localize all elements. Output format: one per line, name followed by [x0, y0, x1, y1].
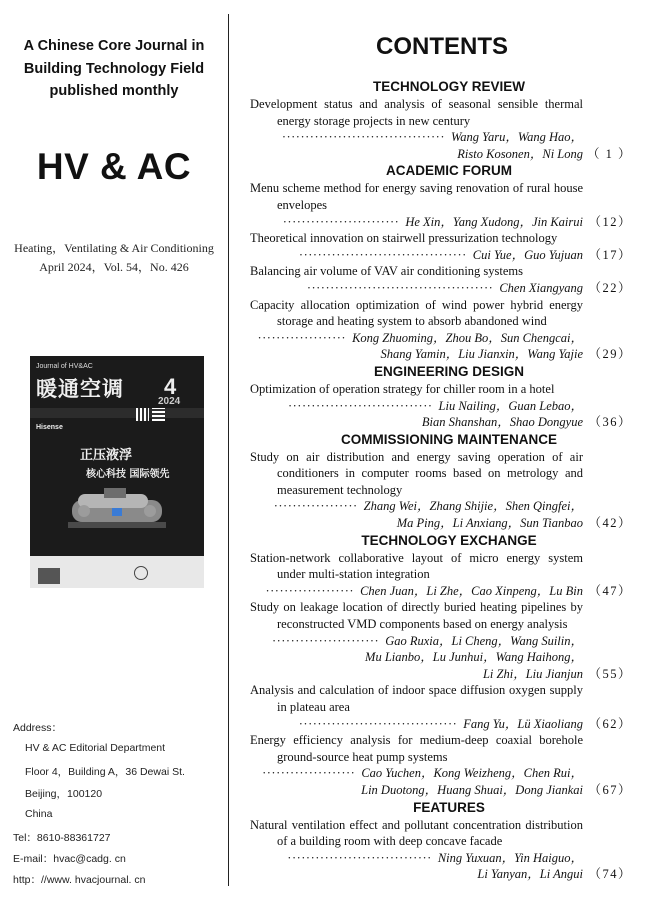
page-number: （12） [588, 214, 632, 229]
article-authors [250, 633, 583, 650]
article-authors [250, 649, 583, 666]
cover-ad-sub: 核心科技 国际领先 [86, 469, 170, 480]
leader-dots: ········································ [306, 280, 494, 295]
article-title: Development status and analysis of seasonal sensible thermal energy storage projects in new century [250, 97, 583, 128]
leader-dots: ··································· [281, 130, 446, 145]
section-heading: TECHNOLOGY EXCHANGE [361, 532, 537, 548]
page-number: （74） [588, 867, 632, 882]
tagline-line: published monthly [49, 83, 179, 99]
telephone: Tel：8610-88361727 [13, 832, 111, 844]
table-of-contents [250, 78, 638, 883]
toc-entry[interactable] [250, 449, 638, 532]
cover-footer [30, 556, 204, 588]
article-authors [250, 280, 583, 297]
article-authors [250, 498, 583, 515]
page-number: （67） [588, 782, 632, 797]
page-number: （ 1 ） [586, 146, 632, 161]
column-divider [228, 14, 229, 886]
author-line: Lin Duotong，Huang Shuai，Dong Jiankai [361, 782, 583, 797]
toc-entry[interactable] [250, 732, 638, 798]
toc-entry[interactable] [250, 263, 638, 296]
article-authors [250, 129, 583, 146]
address-line: China [25, 808, 53, 820]
article-authors [250, 866, 583, 883]
article-authors [250, 716, 583, 733]
article-authors [250, 782, 583, 799]
page-number: （22） [588, 280, 632, 295]
leader-dots: ······················· [271, 633, 380, 648]
article-authors [250, 214, 583, 231]
journal-logo: HV & AC [36, 146, 192, 187]
author-line: Risto Kosonen，Ni Long [457, 146, 583, 161]
author-line: Ning Yuxuan，Yin Haiguo， [437, 850, 583, 865]
author-line: Li Yanyan，Li Angui [477, 867, 583, 882]
author-line: Fang Yu，Lü Xiaoliang [463, 716, 583, 731]
article-title: Station-network collaborative layout of micro energy system under multi-station integration [250, 550, 583, 582]
article-authors [250, 666, 583, 683]
author-line: Gao Ruxia，Li Cheng，Wang Suilin， [385, 633, 583, 648]
article-title: Study on air distribution and energy saving operation of air conditioners in computer rooms based on metrology and measurement technology [250, 449, 583, 497]
journal-cover-image [30, 356, 204, 588]
author-line: Mu Lianbo，Lu Junhui，Wang Haihong， [365, 650, 583, 665]
toc-entry[interactable] [250, 682, 638, 732]
toc-entry[interactable] [250, 599, 638, 682]
contents-heading: CONTENTS [376, 33, 508, 60]
article-title: Energy efficiency analysis for medium-deep coaxial borehole ground-source heat pump systems [250, 733, 583, 764]
author-line: Shang Yamin，Liu Jianxin，Wang Yajie [380, 347, 583, 362]
article-title: Study on leakage location of directly buried heating pipelines by reconstructed VMD components based on energy analysis [250, 600, 583, 632]
page-number: （62） [588, 716, 632, 731]
leader-dots: ·································· [298, 716, 458, 731]
toc-entry[interactable] [250, 230, 638, 263]
journal-name: Heating，Ventilating & Air Conditioning [14, 241, 214, 255]
cover-journal-label: Journal of HV&AC [36, 363, 93, 370]
toc-entry[interactable] [250, 817, 638, 883]
page-number: （17） [588, 247, 632, 262]
article-title: Analysis and calculation of indoor space diffusion oxygen supply in plateau area [250, 683, 583, 714]
article-title: Natural ventilation effect and pollutant concentration distribution of a building room with deep concave facade [250, 817, 583, 849]
article-authors [250, 765, 583, 782]
left-sidebar [0, 0, 228, 898]
author-line: Wang Yaru，Wang Hao， [451, 130, 583, 145]
toc-entry[interactable] [250, 96, 638, 162]
qr-code-icon [152, 408, 165, 421]
article-title: Capacity allocation optimization of wind power hybrid energy storage and heating system to absorb abandoned wind [250, 297, 583, 329]
chiller-machine-illustration [64, 486, 170, 536]
email-address: E-mail：hvac@cadg. cn [13, 853, 126, 865]
leader-dots: ···································· [298, 247, 467, 262]
issue-info: April 2024，Vol. 54，No. 426 [39, 260, 189, 274]
leader-dots: ···················· [262, 766, 356, 781]
section-heading: COMMISSIONING MAINTENANCE [341, 431, 557, 447]
leader-dots: ························· [282, 214, 400, 229]
article-authors [250, 414, 583, 431]
author-line: Ma Ping，Li Anxiang，Sun Tianbao [396, 516, 583, 531]
page-number: （47） [588, 583, 632, 598]
author-line: Chen Xiangyang [499, 280, 583, 295]
article-authors [250, 583, 583, 600]
article-authors [250, 330, 583, 347]
leader-dots: ··················· [265, 583, 355, 598]
qr-code-icon [136, 408, 149, 421]
article-title: Theoretical innovation on stairwell pressurization technology [250, 231, 558, 246]
cover-ad-headline: 正压液浮 [80, 448, 133, 463]
author-line: Liu Nailing，Guan Lebao， [438, 398, 583, 413]
section-heading: FEATURES [413, 799, 485, 815]
cover-issue-number: 4 [164, 374, 177, 399]
toc-entry[interactable] [250, 297, 638, 363]
cover-brand: Hisense [36, 424, 63, 431]
address-line: HV & AC Editorial Department [25, 742, 166, 754]
page-number: （29） [588, 347, 632, 362]
author-line: Kong Zhuoming，Zhou Bo，Sun Chengcai， [352, 330, 583, 345]
toc-entry[interactable] [250, 180, 638, 230]
author-line: Chen Juan，Li Zhe，Cao Xinpeng，Lu Bin [360, 583, 583, 598]
section-heading: ENGINEERING DESIGN [373, 363, 525, 379]
cover-year: 2024 [158, 396, 181, 407]
cover-chinese-title: 暖通空调 [36, 377, 124, 401]
section-heading: ACADEMIC FORUM [386, 163, 512, 179]
address-line: Floor 4，Building A，36 Dewai St. [25, 766, 185, 778]
author-line: Li Zhi，Liu Jianjun [482, 666, 583, 681]
section-heading: TECHNOLOGY REVIEW [372, 79, 525, 94]
website-url[interactable]: http：//www. hvacjournal. cn [13, 874, 146, 886]
address-label: Address： [13, 722, 63, 734]
page-number: （36） [588, 415, 632, 430]
article-title: Optimization of operation strategy for chiller room in a hotel [250, 381, 555, 396]
cover-emblem-icon [134, 566, 148, 580]
article-authors [250, 515, 583, 532]
author-line: Cao Yuchen，Kong Weizheng，Chen Rui， [361, 766, 583, 781]
leader-dots: ··················· [257, 330, 347, 345]
article-authors [250, 850, 583, 867]
article-title: Menu scheme method for energy saving renovation of rural house envelopes [250, 181, 583, 212]
leader-dots: ·················· [273, 499, 358, 514]
tagline-line: A Chinese Core Journal in [23, 38, 205, 54]
article-authors [250, 146, 583, 163]
author-line: Bian Shanshan，Shao Dongyue [421, 415, 583, 430]
leader-dots: ······························· [287, 850, 432, 865]
article-authors [250, 346, 583, 363]
page-number: （55） [588, 666, 632, 681]
author-line: Zhang Wei，Zhang Shijie，Shen Qingfei， [363, 499, 583, 514]
author-line: Cui Yue，Guo Yujuan [472, 247, 583, 262]
article-title: Balancing air volume of VAV air conditioning systems [250, 264, 524, 279]
toc-entry[interactable] [250, 550, 638, 600]
address-line: Beijing，100120 [25, 788, 103, 800]
journal-info [0, 239, 228, 277]
cover-strip [30, 408, 204, 418]
author-line: He Xin，Yang Xudong，Jin Kairui [405, 214, 583, 229]
article-authors [250, 398, 583, 415]
journal-tagline [0, 35, 228, 103]
cover-logo-icon [38, 568, 60, 584]
leader-dots: ······························· [287, 398, 433, 413]
tagline-line: Building Technology Field [23, 60, 205, 77]
article-authors [250, 247, 583, 264]
page-number: （42） [588, 516, 632, 531]
toc-entry[interactable] [250, 381, 638, 431]
